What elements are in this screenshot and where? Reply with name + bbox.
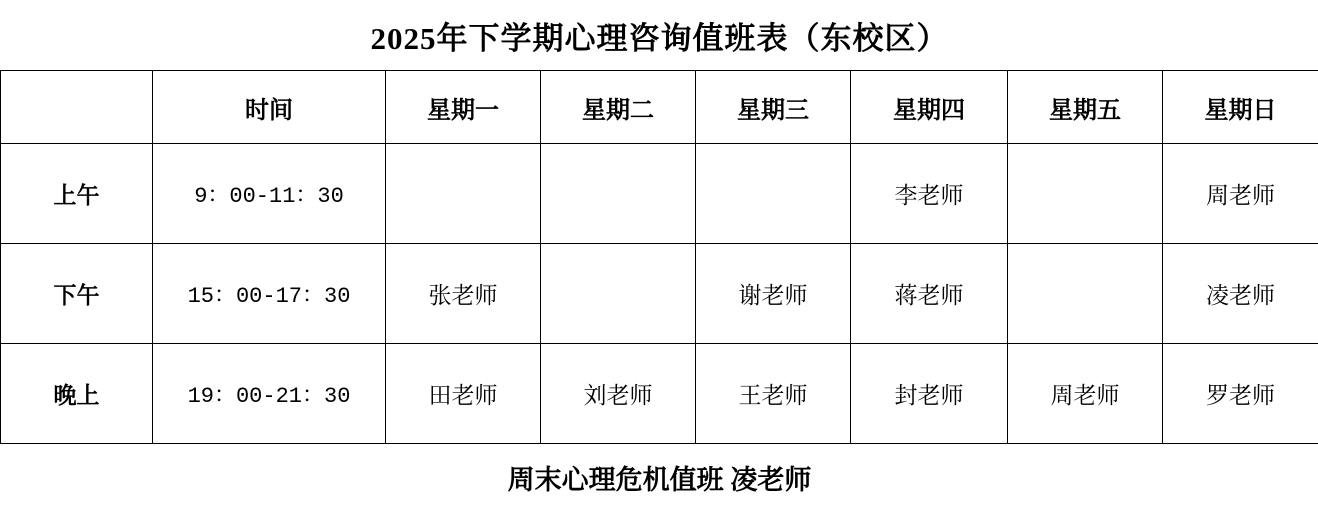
table-row: [1, 344, 1318, 444]
cell-morning-thursday: 李老师: [851, 144, 1008, 244]
footer-note: 周末心理危机值班 凌老师: [1, 444, 1318, 512]
cell-afternoon-wednesday: 谢老师: [696, 244, 851, 344]
header-thursday: 星期四: [851, 71, 1008, 144]
cell-afternoon-monday: 张老师: [386, 244, 541, 344]
table-row: [1, 244, 1318, 344]
cell-morning-sunday: 周老师: [1163, 144, 1318, 244]
header-time: 时间: [153, 71, 386, 144]
cell-evening-wednesday: 王老师: [696, 344, 851, 444]
header-corner-cell: [1, 71, 153, 144]
table-header-row: [1, 71, 1318, 144]
header-friday: 星期五: [1008, 71, 1163, 144]
cell-morning-monday: [386, 144, 541, 244]
cell-afternoon-friday: [1008, 244, 1163, 344]
row-time-morning: 9：00-11：30: [153, 144, 386, 244]
cell-afternoon-tuesday: [541, 244, 696, 344]
header-tuesday: 星期二: [541, 71, 696, 144]
cell-afternoon-sunday: 凌老师: [1163, 244, 1318, 344]
cell-evening-thursday: 封老师: [851, 344, 1008, 444]
table-footer-row: [1, 444, 1318, 512]
header-sunday: 星期日: [1163, 71, 1318, 144]
header-monday: 星期一: [386, 71, 541, 144]
page-title: 2025年下学期心理咨询值班表（东校区）: [1, 0, 1318, 71]
cell-evening-monday: 田老师: [386, 344, 541, 444]
row-time-evening: 19：00-21：30: [153, 344, 386, 444]
cell-morning-friday: [1008, 144, 1163, 244]
row-period-evening: 晚上: [1, 344, 153, 444]
cell-evening-friday: 周老师: [1008, 344, 1163, 444]
row-time-afternoon: 15：00-17：30: [153, 244, 386, 344]
cell-evening-sunday: 罗老师: [1163, 344, 1318, 444]
cell-evening-tuesday: 刘老师: [541, 344, 696, 444]
row-period-afternoon: 下午: [1, 244, 153, 344]
cell-morning-tuesday: [541, 144, 696, 244]
table-row: [1, 144, 1318, 244]
table-title-row: [1, 0, 1318, 71]
cell-afternoon-thursday: 蒋老师: [851, 244, 1008, 344]
row-period-morning: 上午: [1, 144, 153, 244]
header-wednesday: 星期三: [696, 71, 851, 144]
cell-morning-wednesday: [696, 144, 851, 244]
